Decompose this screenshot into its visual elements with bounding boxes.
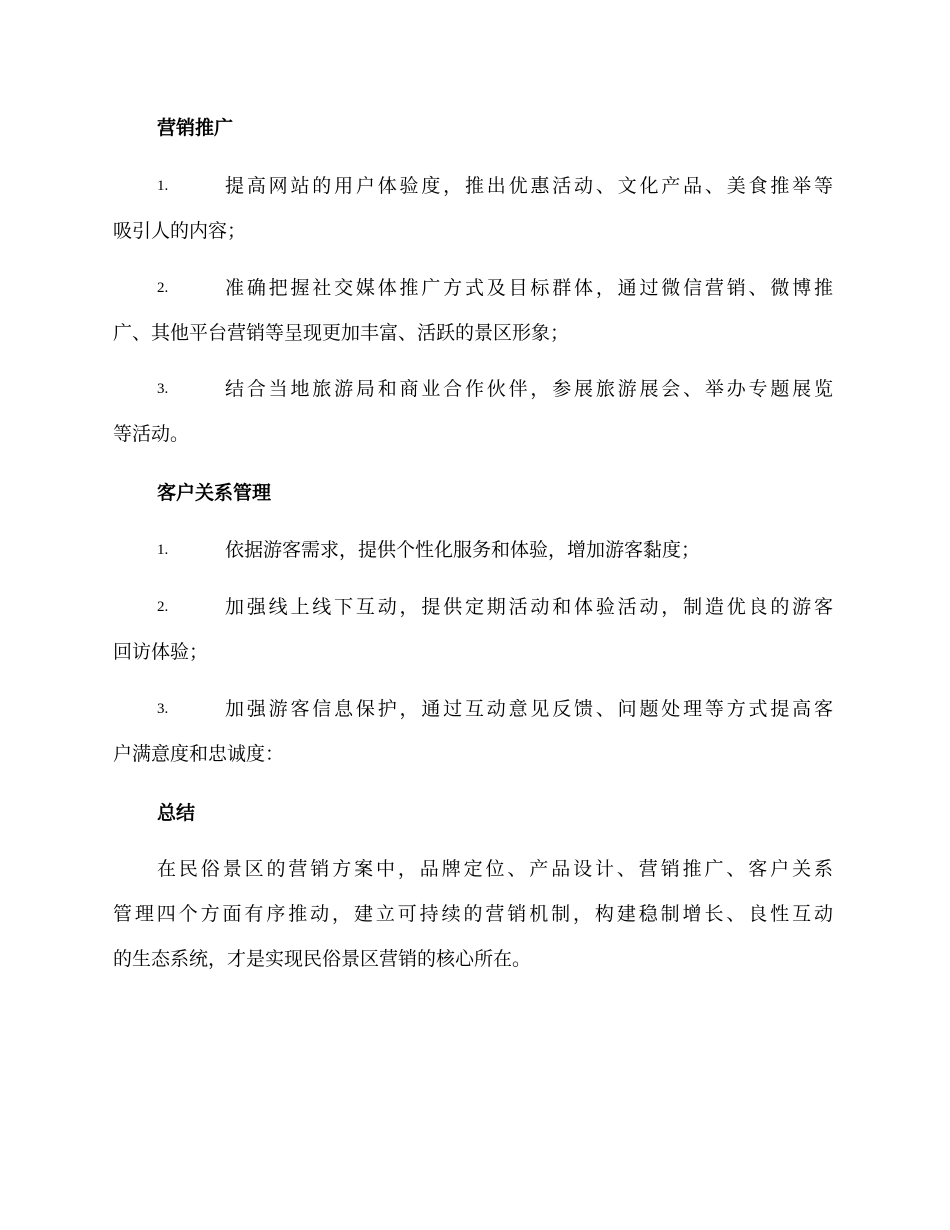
list-item — [113, 367, 833, 457]
item-line: 吸引人的内容； — [113, 220, 247, 242]
item-line: 提高网站的用户体验度，推出优惠活动、文化产品、美食推举等 — [225, 175, 833, 197]
list-item — [113, 687, 833, 777]
item-line: 户满意度和忠诚度： — [113, 743, 285, 765]
list-item — [113, 528, 833, 573]
item-line: 加强游客信息保护，通过互动意见反馈、问题处理等方式提高客 — [225, 698, 833, 720]
section-heading-marketing: 营销推广 — [157, 117, 234, 139]
item-line: 广、其他平台营销等呈现更加丰富、活跃的景区形象； — [113, 322, 570, 344]
list-item — [113, 164, 833, 254]
item-line: 加强线上线下互动，提供定期活动和体验活动，制造优良的游客 — [225, 596, 833, 618]
list-number: 2. — [157, 599, 169, 615]
item-line: 回访体验； — [113, 641, 209, 663]
section-heading-crm: 客户关系管理 — [157, 482, 272, 504]
list-number: 1. — [157, 542, 169, 558]
list-number: 3. — [157, 381, 169, 397]
summary-heading: 总结 — [157, 802, 196, 824]
list-item — [113, 266, 833, 356]
summary-paragraph — [113, 847, 833, 982]
summary-line: 在民俗景区的营销方案中，品牌定位、产品设计、营销推广、客户关系 — [157, 858, 833, 880]
item-line: 结合当地旅游局和商业合作伙伴，参展旅游展会、举办专题展览 — [225, 378, 833, 400]
item-line: 等活动。 — [113, 423, 190, 445]
list-number: 2. — [157, 280, 169, 296]
list-item — [113, 585, 833, 675]
list-number: 1. — [157, 178, 169, 194]
summary-line: 的生态系统，才是实现民俗景区营销的核心所在。 — [113, 948, 532, 970]
summary-line: 管理四个方面有序推动，建立可持续的营销机制，构建稳制增长、良性互动 — [113, 903, 833, 925]
item-line: 依据游客需求，提供个性化服务和体验，增加游客黏度； — [225, 539, 701, 561]
list-number: 3. — [157, 701, 169, 717]
item-line: 准确把握社交媒体推广方式及目标群体，通过微信营销、微博推 — [225, 277, 833, 299]
